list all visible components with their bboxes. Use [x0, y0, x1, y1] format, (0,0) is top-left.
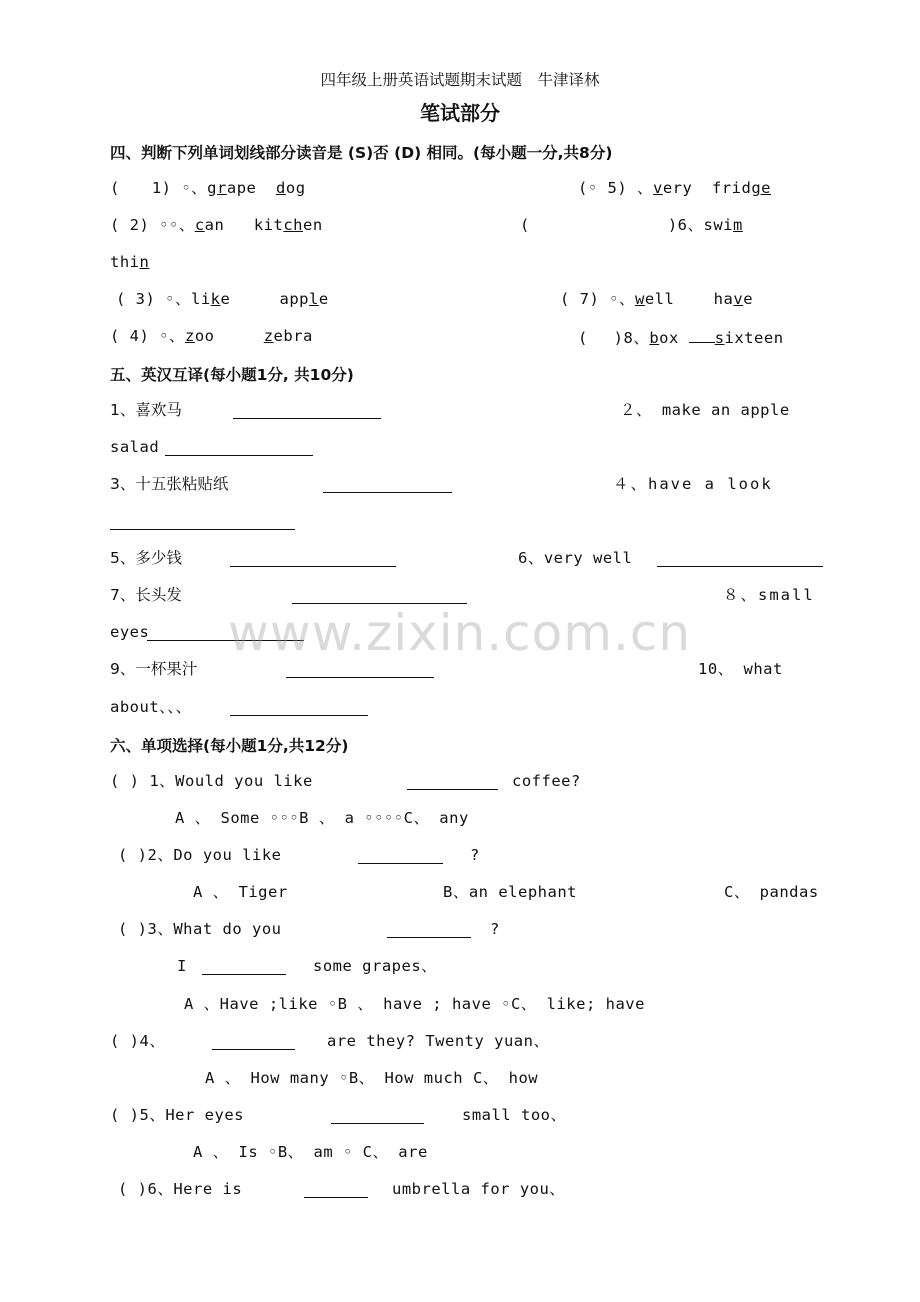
- document-title: 四年级上册英语试题期末试题 牛津译林: [320, 71, 600, 89]
- part6-q3-line2-pre: I: [177, 957, 187, 975]
- part6-q3-blank[interactable]: [387, 921, 471, 938]
- part6-q2-option-c: C、 pandas: [724, 883, 819, 901]
- part4-q7: ( 7) ◦、well have: [560, 290, 754, 308]
- part6-q1-options: A 、 Some ◦◦◦B 、 a ◦◦◦◦C、 any: [175, 809, 469, 827]
- part4-heading: 四、判断下列单词划线部分读音是 (S)否 (D) 相同。(每小题一分,共8分): [110, 144, 613, 162]
- part6-q4-blank[interactable]: [212, 1033, 295, 1050]
- part6-q2-option-b: B、an elephant: [443, 883, 577, 901]
- part6-q3: ( )3、What do you: [118, 920, 282, 938]
- part5-q1-blank[interactable]: [233, 402, 381, 419]
- part6-q1-end: coffee?: [512, 772, 581, 790]
- part4-q3: ( 3) ◦、like apple: [116, 290, 329, 308]
- part5-q10: 10、 what: [698, 660, 783, 678]
- part5-q1: 1、喜欢马: [110, 401, 182, 419]
- section-title: 笔试部分: [420, 101, 500, 125]
- part5-q8-cont: eyes: [110, 623, 150, 641]
- part5-q3-blank[interactable]: [323, 476, 452, 493]
- part6-q4-end: are they? Twenty yuan、: [327, 1032, 550, 1050]
- part4-q4: ( 4) ◦、zoo zebra: [110, 327, 313, 345]
- part4-q2: ( 2) ◦◦、can kitchen: [110, 216, 323, 234]
- part6-q2-end: ?: [470, 846, 480, 864]
- part5-q6: 6、very well: [518, 549, 633, 567]
- part6-q2-option-a: A 、 Tiger: [193, 883, 288, 901]
- part5-q6-blank[interactable]: [657, 550, 823, 567]
- part6-q5: ( )5、Her eyes: [110, 1106, 244, 1124]
- part5-q7: 7、长头发: [110, 586, 182, 604]
- part5-q5: 5、多少钱: [110, 549, 182, 567]
- part5-q10-cont: about、、、: [110, 698, 192, 716]
- part4-q8: ( )8、box sixteen: [578, 326, 784, 348]
- part5-q2-cont: salad: [110, 438, 160, 456]
- part5-q2: ２、 make an apple: [620, 401, 790, 419]
- part6-q2-blank[interactable]: [358, 847, 443, 864]
- part6-q5-end: small too、: [462, 1106, 567, 1124]
- part6-q5-options: A 、 Is ◦B、 am ◦ C、 are: [193, 1143, 428, 1161]
- part6-q6: ( )6、Here is: [118, 1180, 243, 1198]
- part5-q9: 9、一杯果汁: [110, 660, 198, 678]
- part6-q2: ( )2、Do you like: [118, 846, 282, 864]
- part5-q3: 3、十五张粘贴纸: [110, 475, 229, 493]
- part4-q6: ( )6、swim: [520, 216, 743, 234]
- part5-q10-blank[interactable]: [230, 699, 368, 716]
- part5-q4: ４、have a look: [613, 475, 773, 493]
- part6-q4: ( )4、: [110, 1032, 166, 1050]
- part5-heading: 五、英汉互译(每小题1分, 共10分): [110, 366, 354, 384]
- part6-q6-blank[interactable]: [304, 1181, 368, 1198]
- part6-q5-blank[interactable]: [331, 1107, 424, 1124]
- part5-q2-blank[interactable]: [165, 439, 313, 456]
- part5-q8: ８、small: [723, 586, 815, 604]
- watermark: www.zixin.com.cn: [228, 604, 692, 662]
- part6-q3-end: ?: [490, 920, 500, 938]
- part4-q1: ( 1) ◦、grape dog: [110, 179, 306, 197]
- part5-q9-blank[interactable]: [286, 661, 434, 678]
- part5-q5-blank[interactable]: [230, 550, 396, 567]
- part5-q4-blank[interactable]: [110, 513, 295, 530]
- part6-q3-line2-blank[interactable]: [202, 958, 286, 975]
- part4-q5: (◦ 5) 、very fridge: [578, 179, 772, 197]
- part6-q6-end: umbrella for you、: [392, 1180, 566, 1198]
- part5-q7-blank[interactable]: [292, 587, 467, 604]
- part6-q1: ( ) 1、Would you like: [110, 772, 313, 790]
- part6-q1-blank[interactable]: [407, 773, 498, 790]
- part6-heading: 六、单项选择(每小题1分,共12分): [110, 737, 349, 755]
- part6-q3-line2-post: some grapes、: [313, 957, 438, 975]
- part4-q6-cont: thin: [110, 253, 150, 271]
- part6-q4-options: A 、 How many ◦B、 How much C、 how: [205, 1069, 539, 1087]
- part6-q3-options: A 、Have ;like ◦B 、 have ; have ◦C、 like; have: [184, 995, 645, 1013]
